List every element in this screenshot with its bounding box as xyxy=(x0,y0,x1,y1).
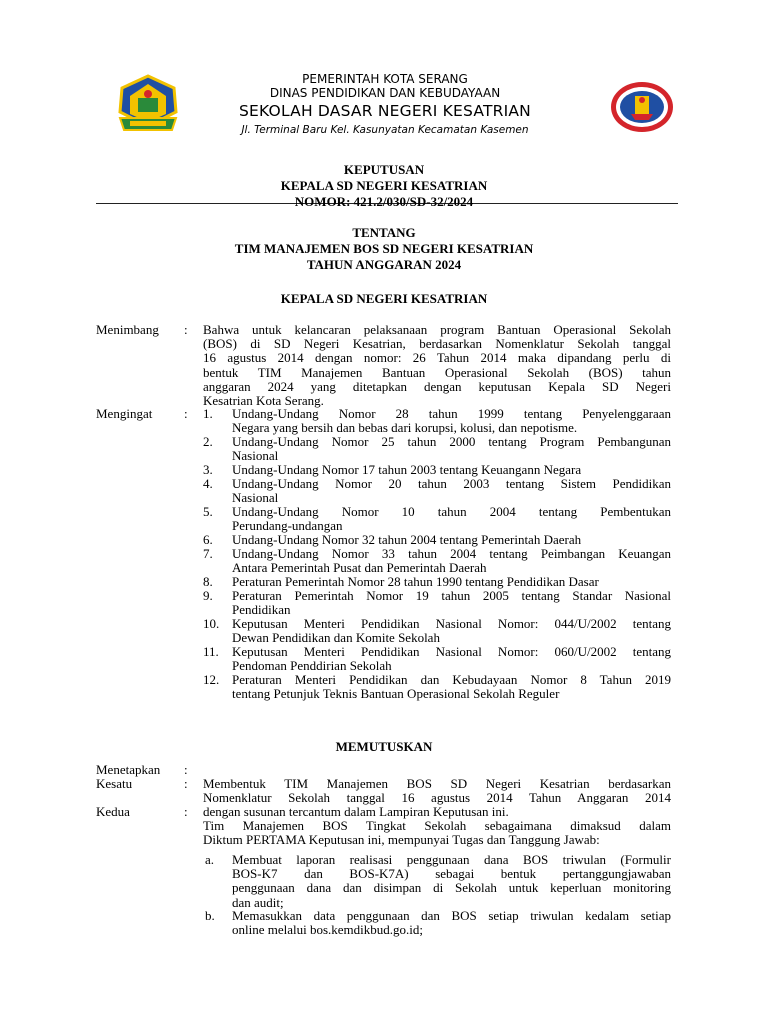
item-text xyxy=(232,435,671,463)
item-number: 11. xyxy=(203,644,219,659)
memutuskan-label: MEMUTUSKAN xyxy=(335,739,433,754)
letterhead xyxy=(0,66,768,146)
item-text xyxy=(232,645,671,673)
item-letter: b. xyxy=(205,908,215,923)
item-number: 12. xyxy=(203,672,220,687)
government-name: PEMERINTAH KOTA SERANG xyxy=(302,72,468,86)
item-text xyxy=(232,673,671,701)
item-line-1: Keputusan Menteri Pendidikan Nasional Nomor: 060/U/2002 tentang xyxy=(232,644,671,659)
kedua-line: Tim Manajemen BOS Tingkat Sekolah sebagaimana dimaksud dalam xyxy=(203,818,671,833)
menimbang-line: bentuk TIM Manajemen Bantuan Operasional Sekolah (BOS) tahun xyxy=(203,364,671,380)
memutuskan-heading xyxy=(0,739,768,755)
item-line-1: Undang-Undang Nomor 28 tahun 1999 tentang Penyelenggaraan xyxy=(232,406,671,421)
item-line-1: Undang-Undang Nomor 32 tahun 2004 tentang Pemerintah Daerah xyxy=(232,532,582,547)
item-line: Membuat laporan realisasi penggunaan dana BOS triwulan (Formulir xyxy=(232,852,671,867)
subject-line-2: TAHUN ANGGARAN 2024 xyxy=(306,257,462,272)
decree-issuer: KEPALA SD NEGERI KESATRIAN xyxy=(280,178,488,193)
item-line-2: Pendoman Penddirian Sekolah xyxy=(232,658,392,674)
issuer-title: KEPALA SD NEGERI KESATRIAN xyxy=(280,291,488,306)
menetapkan-label: Menetapkan xyxy=(96,762,161,777)
item-number: 7. xyxy=(203,546,213,561)
kedua-colon: : xyxy=(184,804,188,819)
mengingat-section xyxy=(0,407,768,707)
item-line-1: Undang-Undang Nomor 20 tahun 2003 tentang Sistem Pendidikan xyxy=(232,476,671,491)
item-text xyxy=(232,505,671,533)
item-text xyxy=(232,589,671,617)
mengingat-label: Mengingat xyxy=(96,406,153,421)
kedua-line: Diktum PERTAMA Keputusan ini, mempunyai Tugas dan Tanggung Jawab: xyxy=(203,832,600,848)
decree-title: KEPUTUSAN xyxy=(343,162,425,177)
menetapkan-colon: : xyxy=(184,762,188,777)
item-line-1: Undang-Undang Nomor 25 tahun 2000 tentang Program Pembangunan xyxy=(232,434,671,449)
issuer-heading xyxy=(0,291,768,307)
item-line-1: Peraturan Pemerintah Nomor 28 tahun 1990 tentang Pendidikan Dasar xyxy=(232,574,599,589)
item-line-2: Antara Pemerintah Pusat dan Pemerintah Daerah xyxy=(232,560,487,576)
mengingat-colon: : xyxy=(184,406,188,421)
menimbang-colon: : xyxy=(184,322,188,337)
item-line: dan audit; xyxy=(232,894,284,910)
school-name: SEKOLAH DASAR NEGERI KESATRIAN xyxy=(239,102,531,120)
menimbang-line: (BOS) di SD Negeri Kesatrian, berdasarkan Nomenklatur Sekolah tanggal xyxy=(203,336,671,352)
item-line: penggunaan dana dan disimpan di Sekolah untuk keperluan monitoring xyxy=(232,880,671,896)
kesatu-label: Kesatu xyxy=(96,776,133,791)
item-line-1: Undang-Undang Nomor 10 tahun 2004 tentang Pembentukan xyxy=(232,504,671,519)
letterhead-text xyxy=(200,72,570,138)
item-line-2: tentang Petunjuk Teknis Bantuan Operasional Sekolah Reguler xyxy=(232,686,560,702)
item-line-2: Nasional xyxy=(232,448,279,464)
item-text xyxy=(232,617,671,645)
item-line-2: Perundang-undangan xyxy=(232,518,343,534)
item-number: 10. xyxy=(203,616,220,631)
item-number: 1. xyxy=(203,406,213,421)
kesatu-line: Membentuk TIM Manajemen BOS SD Negeri Kesatrian berdasarkan xyxy=(203,776,671,791)
item-text xyxy=(232,909,671,937)
kedua-label: Kedua xyxy=(96,804,130,819)
item-text xyxy=(232,853,671,910)
item-line-2: Pendidikan xyxy=(232,602,291,618)
decree-heading xyxy=(0,162,768,210)
item-line: Memasukkan data penggunaan dan BOS setiap triwulan kedalam setiap xyxy=(232,908,671,923)
item-line-1: Peraturan Menteri Pendidikan dan Kebudayaan Nomor 8 Tahun 2019 xyxy=(232,672,671,687)
item-line-1: Keputusan Menteri Pendidikan Nasional Nomor: 044/U/2002 tentang xyxy=(232,616,671,631)
menimbang-line: anggaran 2024 yang ditetapkan dengan keputusan Kepala SD Negeri xyxy=(203,378,671,394)
decree-subject xyxy=(0,225,768,273)
item-number: 3. xyxy=(203,462,213,477)
menimbang-label: Menimbang xyxy=(96,322,159,337)
item-number: 5. xyxy=(203,504,213,519)
item-text xyxy=(232,407,671,435)
menimbang-line: Bahwa untuk kelancaran pelaksanaan program Bantuan Operasional Sekolah xyxy=(203,322,671,337)
city-emblem-logo xyxy=(116,74,180,136)
menimbang-text xyxy=(203,323,671,408)
item-line: BOS-K7 dan BOS-K7A) sebagai bentuk pertanggungjawaban xyxy=(232,866,671,882)
menimbang-section xyxy=(0,323,768,413)
item-line-2: Nasional xyxy=(232,490,279,506)
decree-number: NOMOR: 421.2/030/SD-32/2024 xyxy=(294,194,474,209)
menimbang-line: Kesatrian Kota Serang. xyxy=(203,393,324,409)
item-line-2: Dewan Pendidikan dan Komite Sekolah xyxy=(232,630,440,646)
subject-line-1: TIM MANAJEMEN BOS SD NEGERI KESATRIAN xyxy=(234,241,534,256)
item-line-1: Undang-Undang Nomor 33 tahun 2004 tentang Peimbangan Keuangan xyxy=(232,546,671,561)
school-emblem-logo xyxy=(609,80,675,134)
menimbang-line: 16 agustus 2014 dengan nomor: 26 Tahun 2014 maka dipandang perlu di xyxy=(203,350,671,366)
item-number: 6. xyxy=(203,532,213,547)
item-line-1: Undang-Undang Nomor 17 tahun 2003 tentang Keuangann Negara xyxy=(232,462,582,477)
item-number: 2. xyxy=(203,434,213,449)
item-line-2: Negara yang bersih dan bebas dari korupsi, kolusi, dan nepotisme. xyxy=(232,420,578,436)
kedua-text xyxy=(203,819,671,847)
item-letter: a. xyxy=(205,852,215,867)
item-number: 8. xyxy=(203,574,213,589)
school-address: Jl. Terminal Baru Kel. Kasunyatan Kecamatan Kasemen xyxy=(241,124,529,136)
item-text xyxy=(232,547,671,575)
item-number: 4. xyxy=(203,476,213,491)
tentang-label: TENTANG xyxy=(352,225,416,240)
kesatu-line: dengan susunan tercantum dalam Lampiran Keputusan ini. xyxy=(203,804,509,820)
item-line: online melalui bos.kemdikbud.go.id; xyxy=(232,922,424,938)
item-line-1: Peraturan Pemerintah Nomor 19 tahun 2005 tentang Standar Nasional xyxy=(232,588,671,603)
item-text xyxy=(232,477,671,505)
kesatu-line: Nomenklatur Sekolah tanggal 16 agustus 2014 Tahun Anggaran 2014 xyxy=(203,790,671,806)
department-name: DINAS PENDIDIKAN DAN KEBUDAYAAN xyxy=(269,86,501,100)
kesatu-colon: : xyxy=(184,776,188,791)
kedua-section xyxy=(0,805,768,945)
item-number: 9. xyxy=(203,588,213,603)
